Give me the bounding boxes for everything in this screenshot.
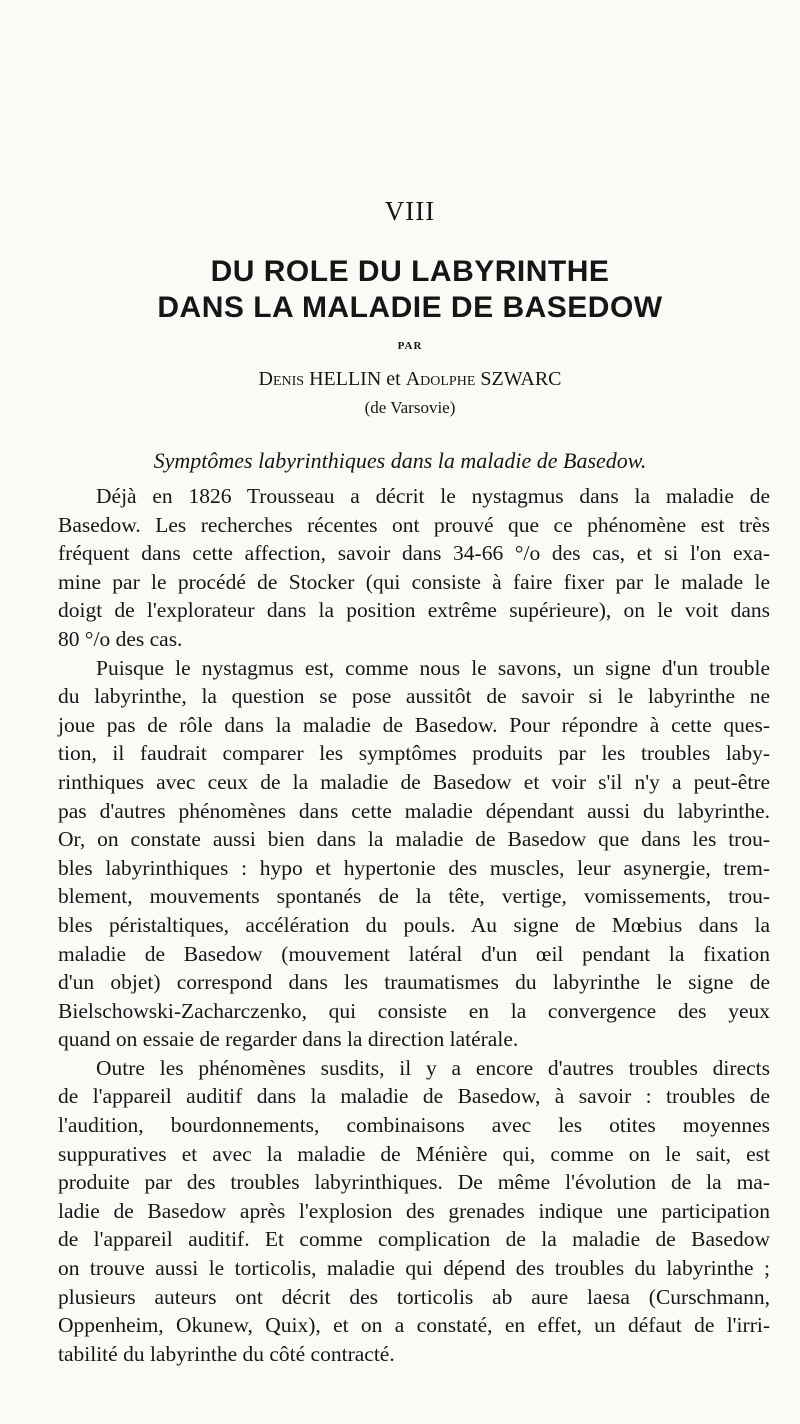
by-label: PAR — [397, 340, 423, 352]
paragraph-3 — [58, 1054, 770, 1369]
text-line: bles péristaltiques, accélération du pouls. Au signe de Mœbius dans la — [58, 912, 770, 937]
text-line: Puisque le nystagmus est, comme nous le savons, un signe d'un trouble — [96, 655, 770, 680]
author1-first-name: Denis — [258, 368, 305, 390]
text-line: Or, on constate aussi bien dans la maladie de Basedow que dans les trou- — [58, 827, 770, 852]
text-line: Outre les phénomènes susdits, il y a encore d'autres troubles directs — [96, 1055, 770, 1080]
body-text — [58, 482, 770, 1368]
text-line: joue pas de rôle dans la maladie de Basedow. Pour répondre à cette ques- — [58, 712, 770, 737]
paragraph-1 — [58, 482, 770, 654]
text-line: suppuratives et avec la maladie de Ménière qui, comme on le sait, est — [58, 1141, 770, 1166]
text-line: Bielschowski-Zacharczenko, qui consiste en la convergence des yeux — [58, 998, 770, 1023]
title-line-2: DANS LA MALADIE DE BASEDOW — [157, 291, 663, 324]
author2-last-name: SZWARC — [480, 368, 562, 390]
text-line: Oppenheim, Okunew, Quix), et on a constaté, en effet, un défaut de l'irri- — [58, 1313, 770, 1338]
authors — [0, 368, 800, 391]
chapter-number: VIII — [384, 196, 436, 226]
text-line: doigt de l'explorateur dans la position extrême supérieure), on le voit dans — [58, 598, 770, 623]
text-line: Basedow. Les recherches récentes ont prouvé que ce phénomène est très — [58, 512, 770, 537]
text-line: d'un objet) correspond dans les traumatismes du labyrinthe le signe de — [58, 970, 770, 995]
section-title: Symptômes labyrinthiques dans la maladie de Basedow. — [153, 448, 647, 473]
title-line-1: DU ROLE DU LABYRINTHE — [210, 255, 610, 288]
text-line: tabilité du labyrinthe du côté contracté. — [58, 1341, 395, 1366]
text-line: quand on essaie de regarder dans la direction latérale. — [58, 1027, 519, 1052]
text-line: 80 °/o des cas. — [58, 626, 183, 651]
text-line: de l'appareil auditif. Et comme complication de la maladie de Basedow — [58, 1227, 770, 1252]
author1-last-name: HELLIN — [309, 368, 382, 390]
text-line: pas d'autres phénomènes dans cette maladie dépendant aussi du labyrinthe. — [58, 798, 770, 823]
affiliation: (de Varsovie) — [364, 398, 456, 417]
article-title — [0, 254, 800, 326]
text-line: bles labyrinthiques : hypo et hypertonie des muscles, leur asynergie, trem- — [58, 855, 770, 880]
author2-first-name: Adolphe — [405, 368, 476, 390]
text-line: du labyrinthe, la question se pose aussitôt de savoir si le labyrinthe ne — [58, 684, 770, 709]
author-conjunction: et — [386, 368, 401, 390]
text-line: Déjà en 1826 Trousseau a décrit le nystagmus dans la maladie de — [96, 484, 770, 508]
text-line: maladie de Basedow (mouvement latéral d'un œil pendant la fixation — [58, 941, 770, 966]
text-line: mine par le procédé de Stocker (qui consiste à faire fixer par le malade le — [58, 569, 770, 594]
text-line: l'audition, bourdonnements, combinaisons avec les otites moyennes — [58, 1113, 770, 1138]
text-line: ladie de Basedow après l'explosion des grenades indique une participation — [58, 1198, 770, 1223]
text-line: de l'appareil auditif dans la maladie de Basedow, à savoir : troubles de — [58, 1084, 770, 1109]
text-line: produite par des troubles labyrinthiques. De même l'évolution de la ma- — [58, 1170, 770, 1195]
text-line: on trouve aussi le torticolis, maladie qui dépend des troubles du labyrinthe ; — [58, 1256, 770, 1281]
text-line: fréquent dans cette affection, savoir dans 34-66 °/o des cas, et si l'on exa- — [58, 541, 770, 566]
text-line: tion, il faudrait comparer les symptômes produits par les troubles laby- — [58, 741, 770, 766]
text-line: blement, mouvements spontanés de la tête, vertige, vomissements, trou- — [58, 884, 770, 909]
text-line: rinthiques avec ceux de la maladie de Basedow et voir s'il n'y a peut-être — [58, 769, 770, 794]
text-line: plusieurs auteurs ont décrit des torticolis ab aure laesa (Curschmann, — [58, 1284, 770, 1309]
paragraph-2 — [58, 654, 770, 1054]
